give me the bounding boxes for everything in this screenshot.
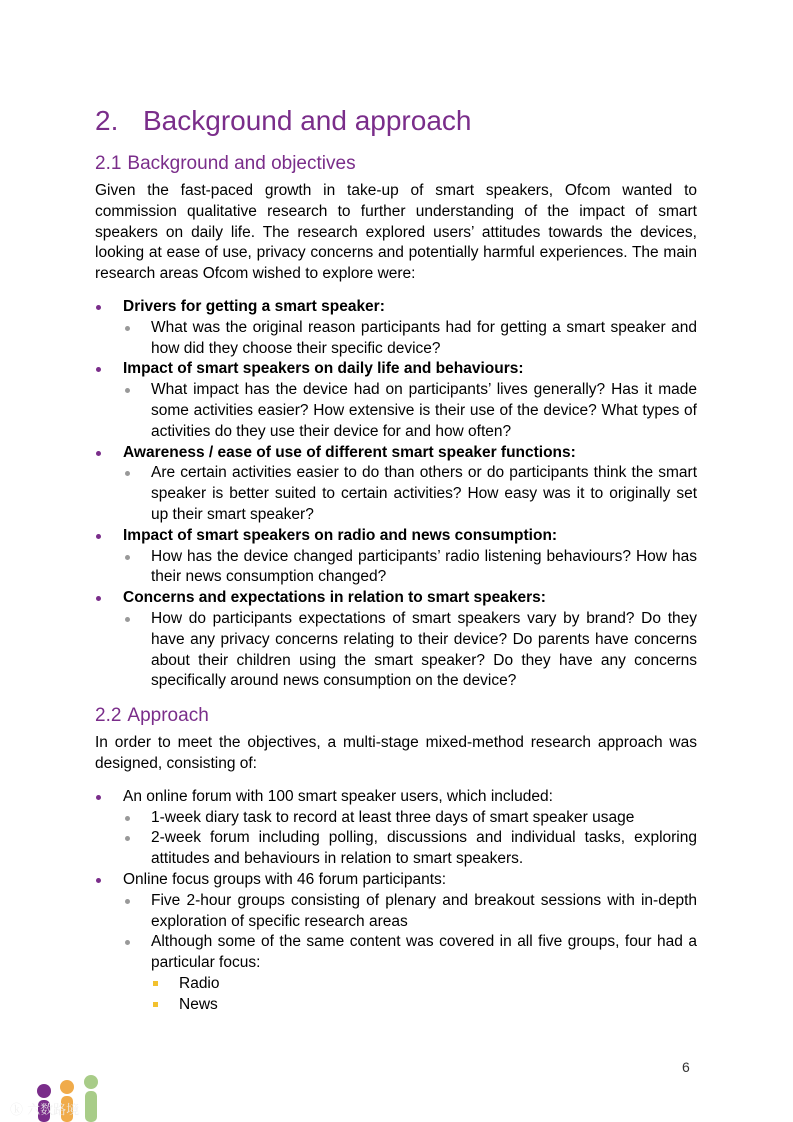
bullet-icon: [96, 451, 101, 456]
section-title: Approach: [127, 705, 209, 727]
focus-item: [151, 995, 697, 1016]
section-number: 2.2: [95, 705, 122, 727]
sub-list: [123, 609, 697, 692]
bullet-icon: [125, 816, 130, 821]
watermark-logo-icon: [8, 1072, 108, 1122]
list-item: [95, 443, 697, 526]
page-title: [95, 104, 697, 138]
sub-list: [123, 318, 697, 360]
item-text: What was the original reason participants had for getting a smart speaker and how did they choose their specific device?: [151, 318, 697, 357]
sub-list-item: [123, 891, 697, 933]
bullet-icon: [125, 899, 130, 904]
sub-list: [123, 547, 697, 589]
section-title: Background and objectives: [127, 153, 356, 174]
item-title: Awareness / ease of use of different smart speaker functions:: [123, 443, 576, 461]
bullet-icon: [125, 326, 130, 331]
approach-list: [95, 787, 697, 1016]
list-item: [95, 588, 697, 692]
heading-number: 2.: [95, 105, 119, 136]
focus-list: [151, 974, 697, 1016]
research-areas-list: [95, 297, 697, 692]
sub-list-item: [123, 932, 697, 1015]
square-bullet-icon: [153, 981, 158, 986]
item-text: What impact has the device had on participants’ lives generally? Has it made some activities easier? How extensive is their use of the device? What types of activities do they use their device for and how often?: [151, 381, 697, 440]
item-text: How has the device changed participants’ radio listening behaviours? How has their news consumption changed?: [151, 547, 697, 586]
section-heading-2-2: [95, 704, 697, 728]
bullet-icon: [125, 388, 130, 393]
square-bullet-icon: [153, 1002, 158, 1007]
heading-title: Background and approach: [143, 105, 472, 136]
item-title: Impact of smart speakers on daily life and behaviours:: [123, 360, 524, 378]
item-text: Radio: [179, 974, 220, 992]
list-item: [95, 870, 697, 1016]
list-item: [95, 787, 697, 870]
sub-list-item: [123, 463, 697, 525]
item-text: Although some of the same content was covered in all five groups, four had a particular focus:: [151, 933, 697, 972]
item-text: Five 2-hour groups consisting of plenary and breakout sessions with in-depth exploration of specific research areas: [151, 891, 697, 930]
item-text: Are certain activities easier to do than others or do participants think the smart speaker is better suited to certain activities? How easy was it to originally set up their smart speaker?: [151, 464, 697, 523]
sub-list-item: [123, 380, 697, 442]
bullet-icon: [125, 471, 130, 476]
bullet-icon: [125, 555, 130, 560]
bullet-icon: [125, 836, 130, 841]
item-text: How do participants expectations of smart speakers vary by brand? Do they have any privacy concerns relating to their device? Do parents have concerns about their children using the smart speaker? Do they have any concerns specifically around news consumption on the device?: [151, 609, 697, 690]
bullet-icon: [125, 940, 130, 945]
list-item: [95, 526, 697, 588]
item-title: Drivers for getting a smart speaker:: [123, 297, 385, 315]
bullet-icon: [96, 795, 101, 800]
sub-list-item: [123, 828, 697, 870]
item-title: Concerns and expectations in relation to smart speakers:: [123, 589, 546, 607]
sub-list-item: [123, 547, 697, 589]
page-content: [95, 104, 697, 1015]
sub-list: [123, 463, 697, 525]
sub-list: [123, 380, 697, 442]
item-text: Online focus groups with 46 forum participants:: [123, 870, 447, 888]
bullet-icon: [96, 878, 101, 883]
sub-list-item: [123, 318, 697, 360]
page-number: 6: [682, 1059, 690, 1075]
sub-list: [123, 891, 697, 1016]
focus-item: [151, 974, 697, 995]
sub-list-item: [123, 609, 697, 692]
svg-text:ⓚ 六数路境: ⓚ 六数路境: [10, 1103, 80, 1118]
approach-paragraph: In order to meet the objectives, a multi-stage mixed-method research approach was designed, consisting of:: [95, 734, 697, 772]
bullet-icon: [96, 596, 101, 601]
item-title: Impact of smart speakers on radio and news consumption:: [123, 526, 558, 544]
item-text: An online forum with 100 smart speaker users, which included:: [123, 787, 553, 805]
sub-list-item: [123, 808, 697, 829]
item-text: 2-week forum including polling, discussions and individual tasks, exploring attitudes and behaviours in relation to smart speakers.: [151, 829, 697, 868]
bullet-icon: [96, 534, 101, 539]
bullet-icon: [96, 305, 101, 310]
item-text: 1-week diary task to record at least three days of smart speaker usage: [151, 808, 635, 826]
item-text: News: [179, 995, 218, 1013]
bullet-icon: [125, 617, 130, 622]
sub-list: [123, 808, 697, 870]
bullet-icon: [96, 367, 101, 372]
intro-paragraph: Given the fast-paced growth in take-up of smart speakers, Ofcom wanted to commission qualitative research to further understanding of the impact of smart speakers on daily life. The research explored users’ attitudes towards the devices, looking at ease of use, privacy concerns and potentially harmful experiences. The main research areas Ofcom wished to explore were:: [95, 182, 697, 283]
list-item: [95, 297, 697, 359]
list-item: [95, 359, 697, 442]
section-heading-2-1: [95, 152, 697, 176]
section-number: 2.1: [95, 153, 122, 174]
